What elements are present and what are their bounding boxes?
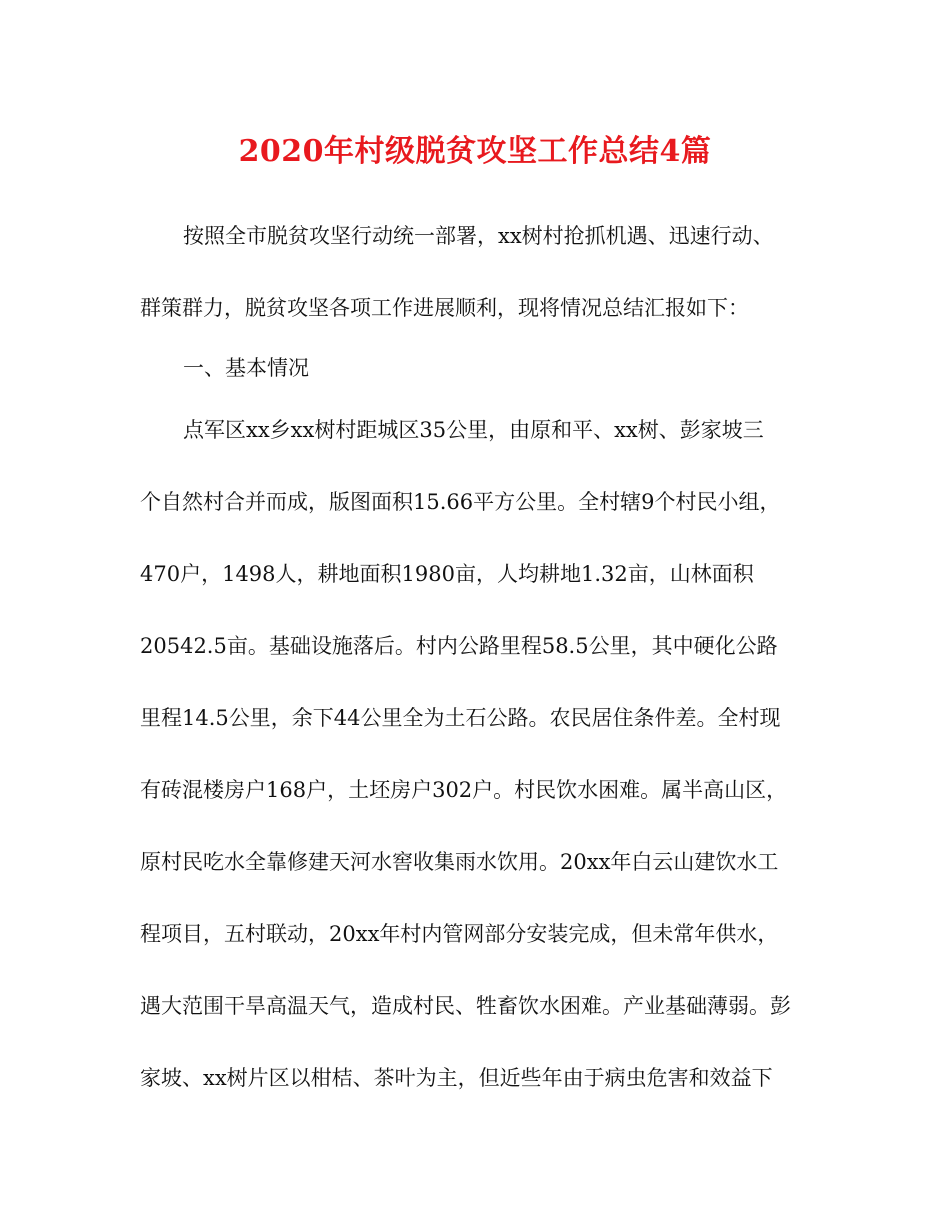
paragraph-line: 20542.5亩。基础设施落后。村内公路里程58.5公里，其中硬化公路 bbox=[140, 634, 778, 658]
paragraph-line: 群策群力，脱贫攻坚各项工作进展顺利，现将情况总结汇报如下： bbox=[140, 296, 749, 320]
paragraph-line: 程项目，五村联动，20xx年村内管网部分安装完成，但未常年供水， bbox=[140, 922, 779, 946]
paragraph-line: 里程14.5公里，余下44公里全为土石公路。农民居住条件差。全村现 bbox=[140, 706, 781, 730]
document-title: 2020年村级脱贫攻坚工作总结4篇 bbox=[238, 134, 712, 169]
section-heading: 一、基本情况 bbox=[183, 356, 309, 380]
paragraph-line: 家坡、xx树片区以柑桔、茶叶为主，但近些年由于病虫危害和效益下 bbox=[140, 1066, 773, 1090]
paragraph-line: 点军区xx乡xx树村距城区35公里，由原和平、xx树、彭家坡三 bbox=[183, 418, 764, 442]
paragraph-line: 470户，1498人，耕地面积1980亩，人均耕地1.32亩，山林面积 bbox=[140, 562, 754, 586]
paragraph-line: 个自然村合并而成，版图面积15.66平方公里。全村辖9个村民小组， bbox=[140, 490, 781, 514]
paragraph-line: 原村民吃水全靠修建天河水窖收集雨水饮用。20xx年白云山建饮水工 bbox=[140, 850, 779, 874]
paragraph-line: 遇大范围干旱高温天气，造成村民、牲畜饮水困难。产业基础薄弱。彭 bbox=[140, 994, 791, 1018]
paragraph-line: 有砖混楼房户168户，土坯房户302户。村民饮水困难。属半高山区， bbox=[140, 778, 788, 802]
paragraph-line: 按照全市脱贫攻坚行动统一部署，xx树村抢抓机遇、迅速行动、 bbox=[183, 224, 774, 248]
